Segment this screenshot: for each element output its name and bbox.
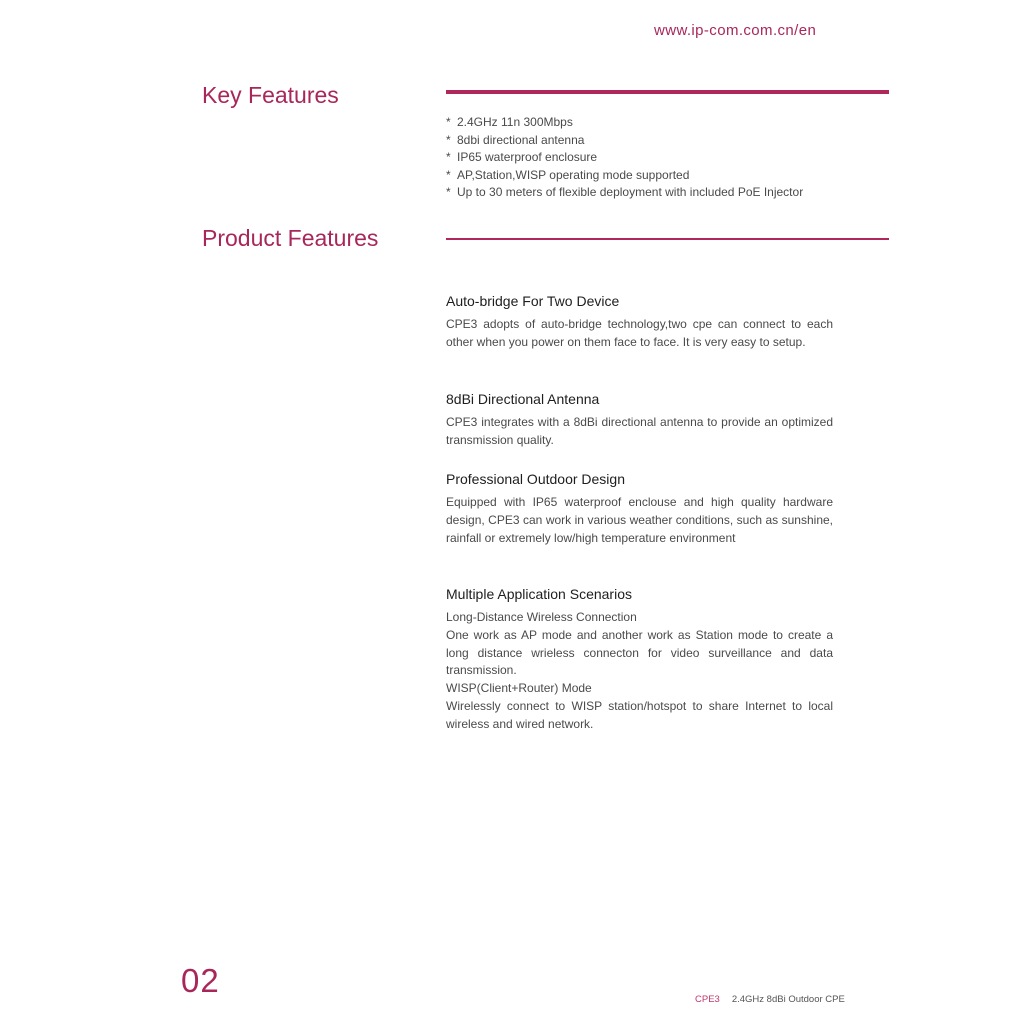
website-url[interactable]: www.ip-com.com.cn/en [654,22,817,39]
feature-description: Equipped with IP65 waterproof enclouse and high quality hardware design, CPE3 can work in various weather conditions, such as sunshine, rainfall or extremely low/high temperature environment [446,495,833,545]
key-feature-item [446,114,803,132]
key-features-list [446,114,803,202]
key-features-heading: Key Features [202,82,339,108]
scenario-description-wisp: Wirelessly connect to WISP station/hotspot to share Internet to local wireless and wired network. [446,698,833,731]
bullet-star-icon: * [446,115,451,129]
scenario-title-wisp: WISP(Client+Router) Mode [446,681,592,696]
feature-title: Multiple Application Scenarios [446,586,632,602]
key-feature-text: Up to 30 meters of flexible deployment with included PoE Injector [457,185,804,200]
key-feature-text: AP,Station,WISP operating mode supported [457,167,690,182]
footer-product-label [695,994,845,1005]
bullet-star-icon: * [446,132,451,147]
key-feature-item [446,149,803,167]
key-feature-item [446,184,803,202]
key-feature-text: IP65 waterproof enclosure [457,150,598,165]
key-feature-item [446,132,803,150]
feature-description: CPE3 integrates with a 8dBi directional antenna to provide an optimized transmission quality. [446,415,833,447]
feature-auto-bridge [446,293,833,352]
bullet-star-icon: * [446,167,451,182]
bullet-star-icon: * [446,150,451,165]
feature-directional-antenna [446,391,833,450]
bullet-star-icon: * [446,185,451,200]
feature-title: 8dBi Directional Antenna [446,391,600,407]
scenario-title-long-distance: Long-Distance Wireless Connection [446,610,637,624]
footer-model: CPE3 [695,994,720,1005]
scenario-description-long-distance: One work as AP mode and another work as Station mode to create a long distance wrieless connecton for video surveillance and data transmission. [446,627,833,678]
feature-application-scenarios [446,586,833,734]
feature-title: Professional Outdoor Design [446,471,625,487]
key-feature-text: 8dbi directional antenna [457,132,585,147]
footer-description: 2.4GHz 8dBi Outdoor CPE [731,994,845,1005]
key-feature-text: 2.4GHz 11n 300Mbps [457,115,573,129]
page-number: 02 [181,962,220,999]
product-features-divider [446,238,889,240]
key-features-divider [446,90,889,94]
feature-description: CPE3 adopts of auto-bridge technology,two cpe can connect to each other when you power on them face to face. It is very easy to setup. [446,317,833,349]
key-feature-item [446,167,803,185]
feature-title: Auto-bridge For Two Device [446,293,620,309]
feature-outdoor-design [446,471,833,547]
product-features-heading: Product Features [202,225,379,251]
